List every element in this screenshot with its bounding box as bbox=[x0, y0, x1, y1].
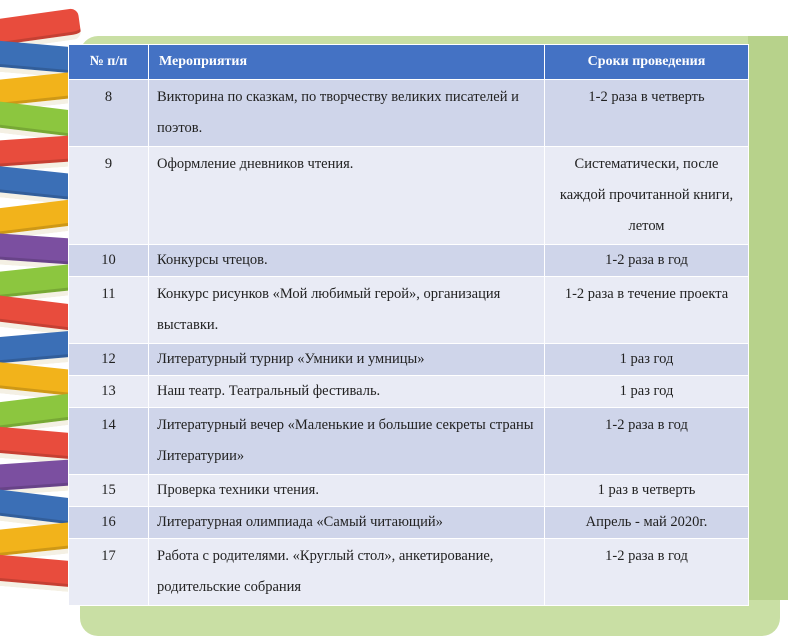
row-event: Викторина по сказкам, по творчеству великих писателей и поэтов. bbox=[149, 80, 545, 147]
row-term: 1-2 раза в течение проекта bbox=[545, 277, 749, 344]
table-row bbox=[69, 147, 749, 245]
row-event: Литературная олимпиада «Самый читающий» bbox=[149, 507, 545, 539]
header-terms: Сроки проведения bbox=[545, 45, 749, 80]
row-term: 1 раз год bbox=[545, 344, 749, 376]
table-row bbox=[69, 245, 749, 277]
row-number: 9 bbox=[69, 147, 149, 245]
row-number: 13 bbox=[69, 376, 149, 408]
row-number: 15 bbox=[69, 475, 149, 507]
row-event: Проверка техники чтения. bbox=[149, 475, 545, 507]
row-term: 1-2 раза в четверть bbox=[545, 80, 749, 147]
table-row bbox=[69, 539, 749, 606]
table-row bbox=[69, 507, 749, 539]
table-row bbox=[69, 408, 749, 475]
row-term: Систематически, после каждой прочитанной книги, летом bbox=[545, 147, 749, 245]
row-event: Конкурс рисунков «Мой любимый герой», организация выставки. bbox=[149, 277, 545, 344]
row-term: 1 раз в четверть bbox=[545, 475, 749, 507]
row-number: 17 bbox=[69, 539, 149, 606]
header-number: № п/п bbox=[69, 45, 149, 80]
row-number: 10 bbox=[69, 245, 149, 277]
background-panel-edge bbox=[748, 36, 788, 600]
row-term: 1-2 раза в год bbox=[545, 245, 749, 277]
row-term: 1-2 раза в год bbox=[545, 408, 749, 475]
events-table bbox=[68, 44, 749, 606]
row-term: 1-2 раза в год bbox=[545, 539, 749, 606]
row-number: 8 bbox=[69, 80, 149, 147]
table-row bbox=[69, 475, 749, 507]
row-event: Работа с родителями. «Круглый стол», анкетирование, родительские собрания bbox=[149, 539, 545, 606]
row-event: Литературный вечер «Маленькие и большие секреты страны Литературии» bbox=[149, 408, 545, 475]
row-term: Апрель - май 2020г. bbox=[545, 507, 749, 539]
row-event: Наш театр. Театральный фестиваль. bbox=[149, 376, 545, 408]
table-row bbox=[69, 80, 749, 147]
table-row bbox=[69, 344, 749, 376]
table-row bbox=[69, 277, 749, 344]
header-events: Мероприятия bbox=[149, 45, 545, 80]
row-event: Конкурсы чтецов. bbox=[149, 245, 545, 277]
row-number: 14 bbox=[69, 408, 149, 475]
row-number: 16 bbox=[69, 507, 149, 539]
row-event: Оформление дневников чтения. bbox=[149, 147, 545, 245]
table-row bbox=[69, 376, 749, 408]
row-term: 1 раз год bbox=[545, 376, 749, 408]
row-event: Литературный турнир «Умники и умницы» bbox=[149, 344, 545, 376]
table-header-row bbox=[69, 45, 749, 80]
row-number: 12 bbox=[69, 344, 149, 376]
row-number: 11 bbox=[69, 277, 149, 344]
